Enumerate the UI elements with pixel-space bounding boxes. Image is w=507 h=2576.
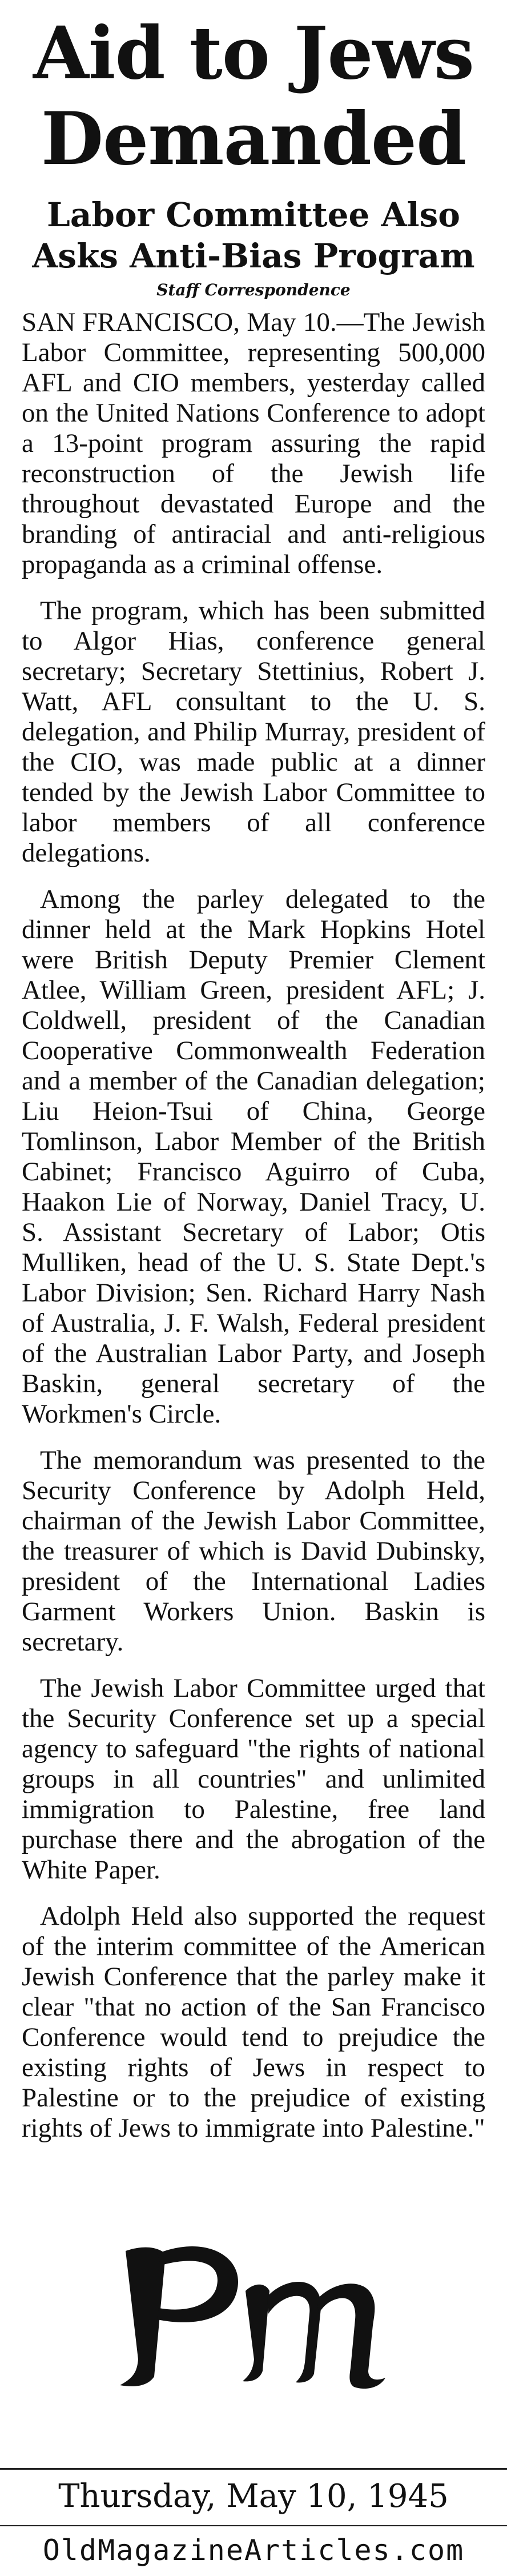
paragraph-1: SAN FRANCISCO, May 10.—The Jewish Labor Committee, representing 500,000 AFL and CIO members, yesterday called on the United Nations Conference to adopt a 13-point program assuring the rapid reconstruction of the Jewish life throughout devastated Europe and the branding of antiracial and anti-religious propaganda as a criminal offense.	[22, 307, 485, 579]
subheadline-line-2: Asks Anti-Bias Program	[32, 237, 475, 275]
publication-date: Thursday, May 10, 1945	[58, 2478, 449, 2515]
article-body	[22, 307, 485, 2160]
subheadline-line-1: Labor Committee Also	[47, 195, 460, 234]
headline-line-2: Demanded	[41, 97, 466, 181]
site-watermark: OldMagazineArticles.com	[42, 2534, 465, 2567]
paragraph-6: Adolph Held also supported the request of the interim committee of the American Jewish Conference that the parley make it clear "that no action of the San Francisco Conference would tend to prejudice the existing rights of Jews in respect to Palestine or to the prejudice of existing rights of Jews to immigrate into Palestine."	[22, 1901, 485, 2143]
paragraph-3: Among the parley delegated to the dinner held at the Mark Hopkins Hotel were British Deputy Premier Clement Atlee, William Green, president AFL; J. Coldwell, president of the Canadian Cooperative Commonwealth Federation and a member of the Canadian delegation; Liu Heion-Tsui of China, George Tomlinson, Labor Member of the British Cabinet; Francisco Aguirro of Cuba, Haakon Lie of Norway, Daniel Tracy, U. S. Assistant Secretary of Labor; Otis Mulliken, head of the U. S. State Dept.'s Labor Division; Sen. Richard Harry Nash of Australia, J. F. Walsh, Federal president of the Australian Labor Party, and Joseph Baskin, general secretary of the Workmen's Circle.	[22, 884, 485, 1429]
pm-newspaper-logo	[57, 2228, 450, 2399]
headline	[0, 10, 507, 182]
headline-line-1: Aid to Jews	[33, 11, 474, 95]
byline: Staff Correspondence	[156, 281, 351, 299]
footer-bottom-rule	[0, 2525, 507, 2526]
paragraph-5: The Jewish Labor Committee urged that the Security Conference set up a special agency to safeguard "the rights of national groups in all countries" and unlimited immigration to Palestine, free land purchase there and the abrogation of the White Paper.	[22, 1673, 485, 1885]
paragraph-2: The program, which has been submitted to Algor Hias, conference general secretary; Secretary Stettinius, Robert J. Watt, AFL consultant to the U. S. delegation, and Philip Murray, president of the CIO, was made public at a dinner tended by the Jewish Labor Committee to labor members of all conference delegations.	[22, 596, 485, 868]
footer-top-rule	[0, 2468, 507, 2470]
subheadline	[0, 194, 507, 277]
paragraph-4: The memorandum was presented to the Security Conference by Adolph Held, chairman of the Jewish Labor Committee, the treasurer of which is David Dubinsky, president of the International Ladies Garment Workers Union. Baskin is secretary.	[22, 1445, 485, 1657]
